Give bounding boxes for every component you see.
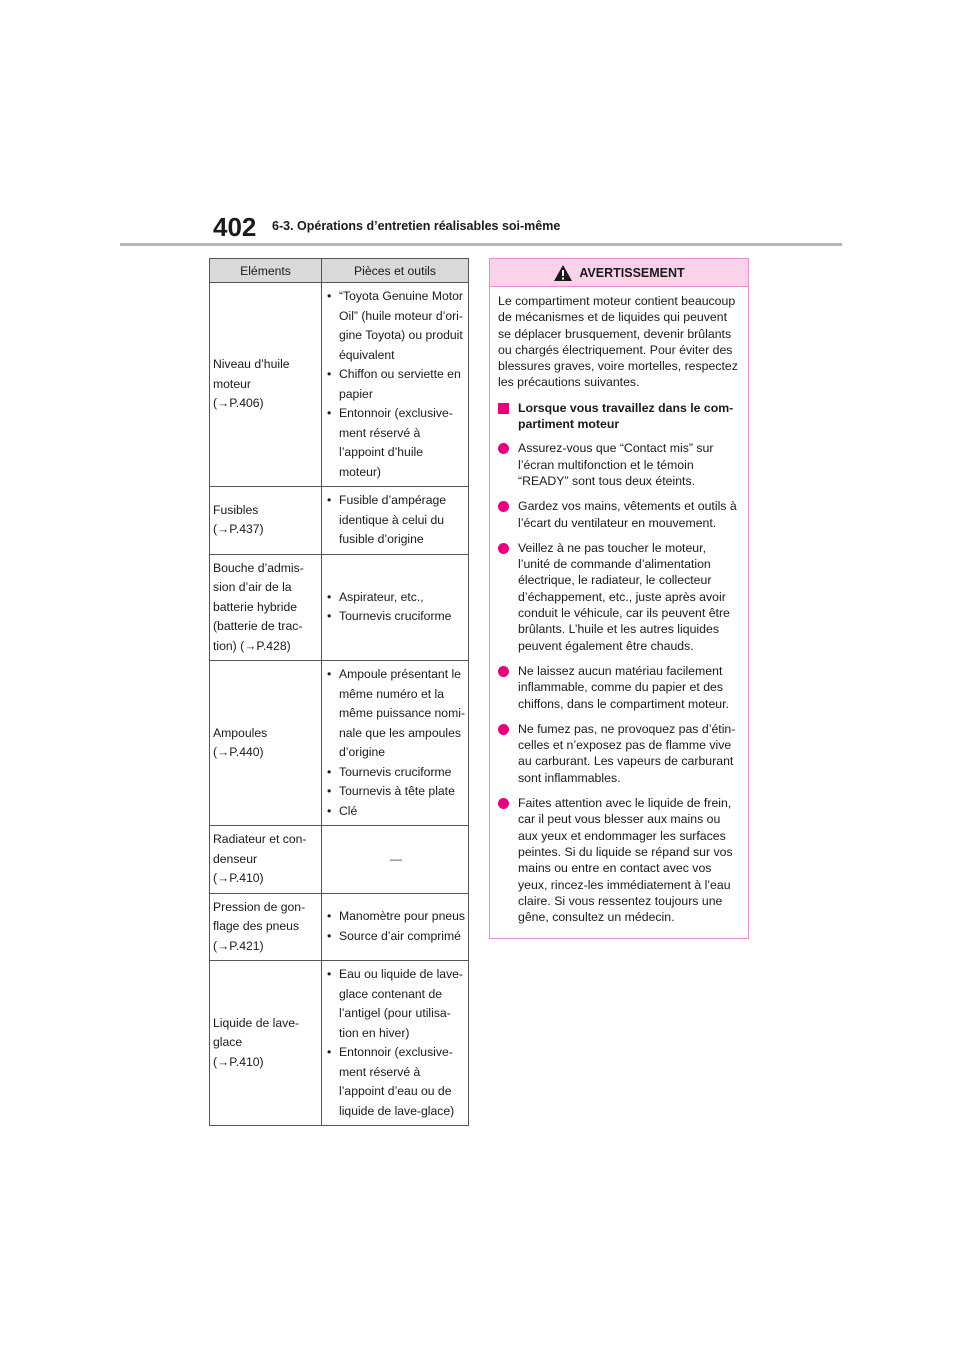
warning-subheading — [498, 400, 740, 433]
parts-item: • Manomètre pour pneus — [326, 907, 466, 927]
parts-item: • Eau ou liquide de lave-glace contenant de l’antigel (pour utilisation en hiver) — [326, 965, 466, 1043]
warning-item — [498, 498, 740, 531]
element-line: Bouche d’admission d’air de la batterie hybride (batterie de traction) (→P.428) — [213, 560, 304, 653]
parts-list — [326, 287, 466, 482]
parts-list — [326, 665, 466, 821]
warning-item — [498, 721, 740, 786]
element-cell — [210, 661, 322, 826]
warning-item — [498, 540, 740, 654]
element-line: Niveau d’huile — [213, 357, 290, 372]
parts-item: • Tournevis cruciforme — [326, 607, 466, 627]
parts-item: • Clé — [326, 802, 466, 822]
parts-item: • Entonnoir (exclusivement réservé à l’appoint d’huile moteur) — [326, 404, 466, 482]
parts-list — [326, 491, 466, 550]
warning-box — [489, 258, 749, 939]
parts-list — [326, 907, 466, 946]
parts-cell — [322, 961, 469, 1126]
warning-item-text: Gardez vos mains, vêtements et outils à l’écart du ventilateur en mouvement. — [518, 499, 737, 530]
section-title: 6-3. Opérations d’entretien réalisables soi-même — [272, 219, 561, 233]
warning-header — [490, 259, 748, 287]
element-line: Liquide de lave- — [213, 1015, 300, 1030]
warning-item — [498, 795, 740, 925]
page-reference: (→P.410) — [213, 871, 264, 885]
warning-item — [498, 663, 740, 712]
element-line: glace — [213, 1035, 243, 1050]
parts-cell — [322, 826, 469, 894]
parts-cell — [322, 283, 469, 487]
element-cell — [210, 283, 322, 487]
parts-cell — [322, 893, 469, 961]
tools-table — [209, 258, 469, 1126]
element-cell — [210, 487, 322, 555]
parts-item: • Ampoule présentant le même numéro et la même puissance nominale que les ampoules d’origine — [326, 665, 466, 763]
warning-item-text: Assurez-vous que “Contact mis” sur l’écran multifonction et le témoin “READY” sont tous deux éteints. — [518, 441, 714, 488]
parts-cell — [322, 661, 469, 826]
parts-item: • Chiffon ou serviette en papier — [326, 365, 466, 404]
warning-item-text: Ne laissez aucun matériau facilement inflammable, comme du papier et des chiffons, dans le compartiment moteur. — [518, 663, 729, 711]
round-bullet-icon — [498, 724, 509, 735]
warning-item — [498, 440, 740, 489]
parts-item: • Tournevis cruciforme — [326, 763, 466, 783]
table-header-row — [210, 259, 469, 283]
element-line: Pression de gonflage des pneus — [213, 899, 306, 933]
warning-item-text: Ne fumez pas, ne provoquez pas d’étincelles et n’exposez pas de flamme vive au carburant. Les vapeurs de carburant sont inflammables. — [518, 721, 736, 785]
table-row — [210, 826, 469, 894]
parts-list — [326, 965, 466, 1121]
table-row — [210, 961, 469, 1126]
table-row — [210, 487, 469, 555]
element-cell — [210, 961, 322, 1126]
column-header-parts: Pièces et outils — [322, 259, 469, 283]
parts-item: • Entonnoir (exclusivement réservé à l’appoint d’eau ou de liquide de lave-glace) — [326, 1043, 466, 1121]
warning-intro: Le compartiment moteur contient beaucoup de mécanismes et de liquides qui peuvent se déplacer brusquement, devenir brûlants ou chargés électriquement. Pour éviter des blessures graves, voire mortelles, respectez les précautions suivantes. — [498, 294, 738, 390]
warning-triangle-icon — [553, 264, 573, 282]
parts-item: • “Toyota Genuine Motor Oil” (huile moteur d’origine Toyota) ou produit équivalent — [326, 287, 466, 365]
round-bullet-icon — [498, 501, 509, 512]
parts-list — [326, 588, 466, 627]
square-bullet-icon — [498, 403, 509, 414]
table-row — [210, 661, 469, 826]
page-reference: (→P.410) — [213, 1054, 264, 1069]
table-row — [210, 554, 469, 661]
table-row — [210, 283, 469, 487]
element-line: Fusibles — [213, 502, 259, 517]
page-number: 402 — [213, 212, 257, 242]
parts-item: • Tournevis à tête plate — [326, 782, 466, 802]
round-bullet-icon — [498, 443, 509, 454]
warning-body — [490, 287, 748, 925]
round-bullet-icon — [498, 543, 509, 554]
page-reference: (→P.437) — [213, 522, 264, 537]
column-header-elements: Eléments — [210, 259, 322, 283]
parts-item: • Aspirateur, etc., — [326, 588, 466, 608]
element-cell — [210, 893, 322, 961]
round-bullet-icon — [498, 666, 509, 677]
element-line: Ampoules — [213, 725, 268, 740]
page-reference: (→P.421) — [213, 938, 264, 953]
no-parts-dash: — — [389, 851, 403, 866]
warning-title: AVERTISSEMENT — [579, 265, 685, 280]
warning-subheading-text: Lorsque vous travaillez dans le compartiment moteur — [518, 400, 734, 432]
parts-cell — [322, 487, 469, 555]
element-line: moteur — [213, 376, 251, 391]
table-row — [210, 893, 469, 961]
element-line: Radiateur et condenseur — [213, 832, 307, 866]
round-bullet-icon — [498, 798, 509, 809]
warning-item-text: Veillez à ne pas toucher le moteur, l’unité de commande d’alimentation électrique, le radiateur, le collecteur d’échappement, etc., juste après avoir conduit le véhicule, car ils peuvent être brûlants. L’huile et les autres liquides peuvent également être chauds. — [518, 540, 730, 653]
header-rule — [120, 243, 842, 246]
element-cell — [210, 554, 322, 661]
page-reference: (→P.440) — [213, 745, 264, 759]
warning-item-text: Faites attention avec le liquide de frein, car il peut vous blesser aux mains ou aux yeux et endommager les surfaces peintes. Si du liquide se répand sur vos mains ou entre en contact avec vos yeux, rincez-les immédiatement à l’eau claire. Si vous ressentez toujours une gêne, consultez un médecin. — [518, 796, 733, 925]
parts-item: • Fusible d’ampérage identique à celui du fusible d’origine — [326, 491, 466, 550]
parts-item: • Source d’air comprimé — [326, 927, 466, 947]
element-cell — [210, 826, 322, 894]
page-reference: (→P.406) — [213, 396, 264, 411]
parts-cell — [322, 554, 469, 661]
